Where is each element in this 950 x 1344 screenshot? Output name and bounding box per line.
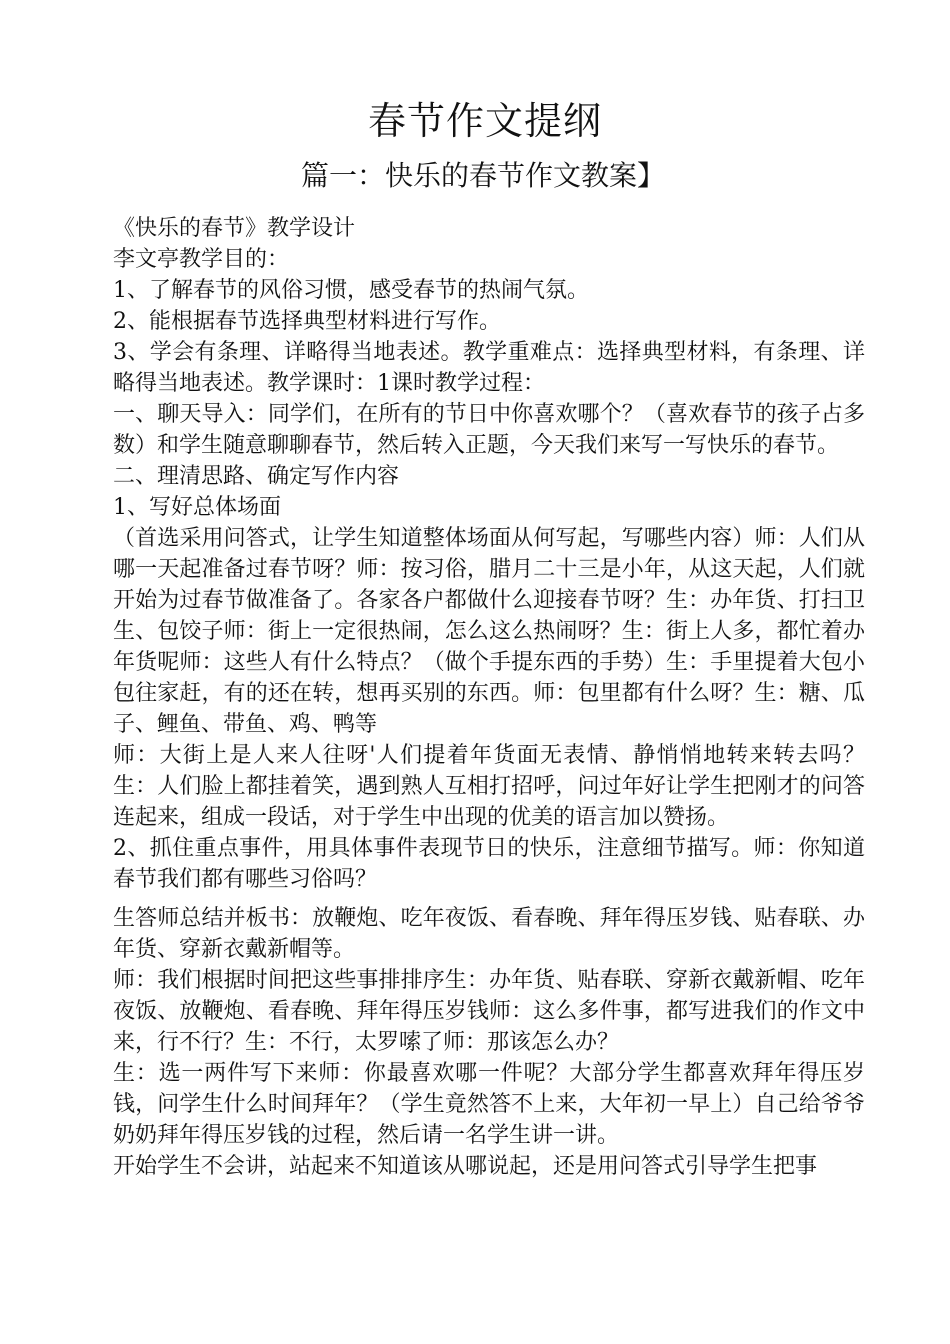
paragraph-design-title: 《快乐的春节》教学设计 (113, 216, 356, 241)
paragraph-customs-summary: 生答师总结并板书：放鞭炮、吃年夜饭、看春晚、拜年得压岁钱、贴春联、办年货、穿新衣戴新帽等。 (113, 906, 865, 962)
document-subtitle: 篇一：快乐的春节作文教案】 (300, 159, 665, 192)
paragraph-goal-1: 1、了解春节的风俗习惯，感受春节的热闹气氛。 (113, 278, 589, 303)
paragraph-continuation: 开始学生不会讲，站起来不知道该从哪说起，还是用问答式引导学生把事 (113, 1154, 818, 1179)
paragraph-step-2-heading: 二、理清思路、确定写作内容 (113, 464, 400, 489)
paragraph-selection: 生：选一两件写下来师：你最喜欢哪一件呢？大部分学生都喜欢拜年得压岁钱，问学生什么时间拜年？（学生竟然答不上来，大年初一早上）自己给爷爷奶奶拜年得压岁钱的过程，然后请一名学生讲一讲。 (113, 1061, 865, 1148)
document-body (113, 213, 865, 1182)
paragraph-goal-3: 3、学会有条理、详略得当地表述。教学重难点：选择典型材料，有条理、详略得当地表述。教学课时：1课时教学过程： (113, 340, 865, 396)
paragraph-step-1-intro: 一、聊天导入：同学们，在所有的节日中你喜欢哪个？（喜欢春节的孩子占多数）和学生随意聊聊春节，然后转入正题，今天我们来写一写快乐的春节。 (113, 402, 865, 458)
paragraph-substep-2: 2、抓住重点事件，用具体事件表现节日的快乐，注意细节描写。师：你知道春节我们都有哪些习俗吗？ (113, 836, 865, 892)
paragraph-substep-1-heading: 1、写好总体场面 (113, 495, 281, 520)
paragraph-ordering: 师：我们根据时间把这些事排排序生：办年货、贴春联、穿新衣戴新帽、吃年夜饭、放鞭炮、看春晚、拜年得压岁钱师：这么多件事，都写进我们的作文中来，行不行？生：不行，太罗嗦了师：那该怎么办？ (113, 968, 865, 1055)
paragraph-teaching-goals: 李文亭教学目的： (113, 247, 290, 272)
paragraph-overall-scene: （首选采用问答式，让学生知道整体场面从何写起，写哪些内容）师：人们从哪一天起准备过春节呀？师：按习俗，腊月二十三是小年，从这天起，人们就开始为过春节做准备了。各家各户都做什么迎接春节呀？生：办年货、打扫卫生、包饺子师：街上一定很热闹，怎么这么热闹呀？生：街上人多，都忙着办年货呢师：这些人有什么特点？（做个手提东西的手势）生：手里提着大包小包往家赶，有的还在转，想再买别的东西。师：包里都有什么呀？生：糖、瓜子、鲤鱼、带鱼、鸡、鸭等 (113, 526, 865, 737)
document-title: 春节作文提纲 (367, 99, 602, 143)
paragraph-goal-2: 2、能根据春节选择典型材料进行写作。 (113, 309, 501, 334)
paragraph-street-scene: 师：大街上是人来人往呀'人们提着年货面无表情、静悄悄地转来转去吗？生：人们脸上都挂着笑，遇到熟人互相打招呼，问过年好让学生把刚才的问答连起来，组成一段话，对于学生中出现的优美的语言加以赞扬。 (113, 743, 865, 830)
